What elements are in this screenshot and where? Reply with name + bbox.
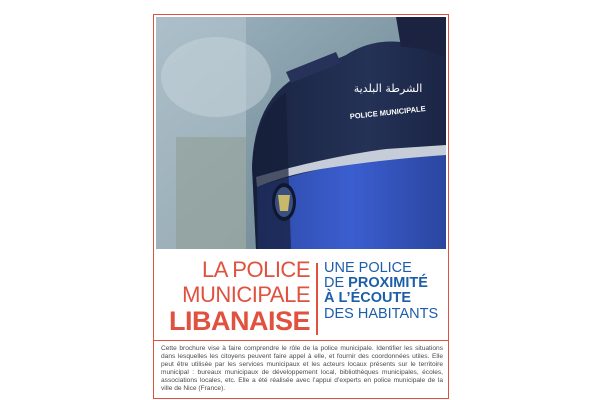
title-divider (316, 263, 318, 335)
subtitle-proximite: PROXIMITÉ (348, 275, 428, 292)
main-title-line-3: LIBANAISE (168, 306, 310, 336)
brochure-cover (153, 14, 449, 399)
police-officer-image (156, 17, 446, 249)
main-title-line-2: MUNICIPALE (182, 282, 310, 307)
police-municipale-back-text: POLICE MUNICIPALE (349, 104, 427, 121)
main-title-line-1: LA POLICE (201, 257, 310, 282)
main-title (160, 259, 310, 335)
subtitle-line-3: À L’ÉCOUTE (324, 290, 412, 307)
cover-photo (156, 17, 446, 249)
cover-titles (154, 255, 448, 345)
subtitle (324, 261, 444, 322)
description-text: Cette brochure vise à faire comprendre le rôle de la police municipale. Identifier les situations dans lesquelles les citoyens peuvent faire appel à elle, et fournir des coordonnées utiles. Elle peut être utilisée par les services municipaux et les acteurs locaux présents sur le territoire municipal : bureaux municipaux de développement local, bibliothèques municipales, écoles, associations locales, etc. Elle a été réalisée avec l’appui d’experts en police municipale de la ville de Nice (France). (161, 345, 443, 393)
arabic-back-text: الشرطة البلدية (353, 82, 423, 95)
subtitle-de: DE (324, 275, 349, 292)
brochure-description (154, 340, 448, 398)
subtitle-line-4: DES HABITANTS (324, 305, 439, 322)
subtitle-line-1: UNE POLICE (324, 260, 412, 276)
